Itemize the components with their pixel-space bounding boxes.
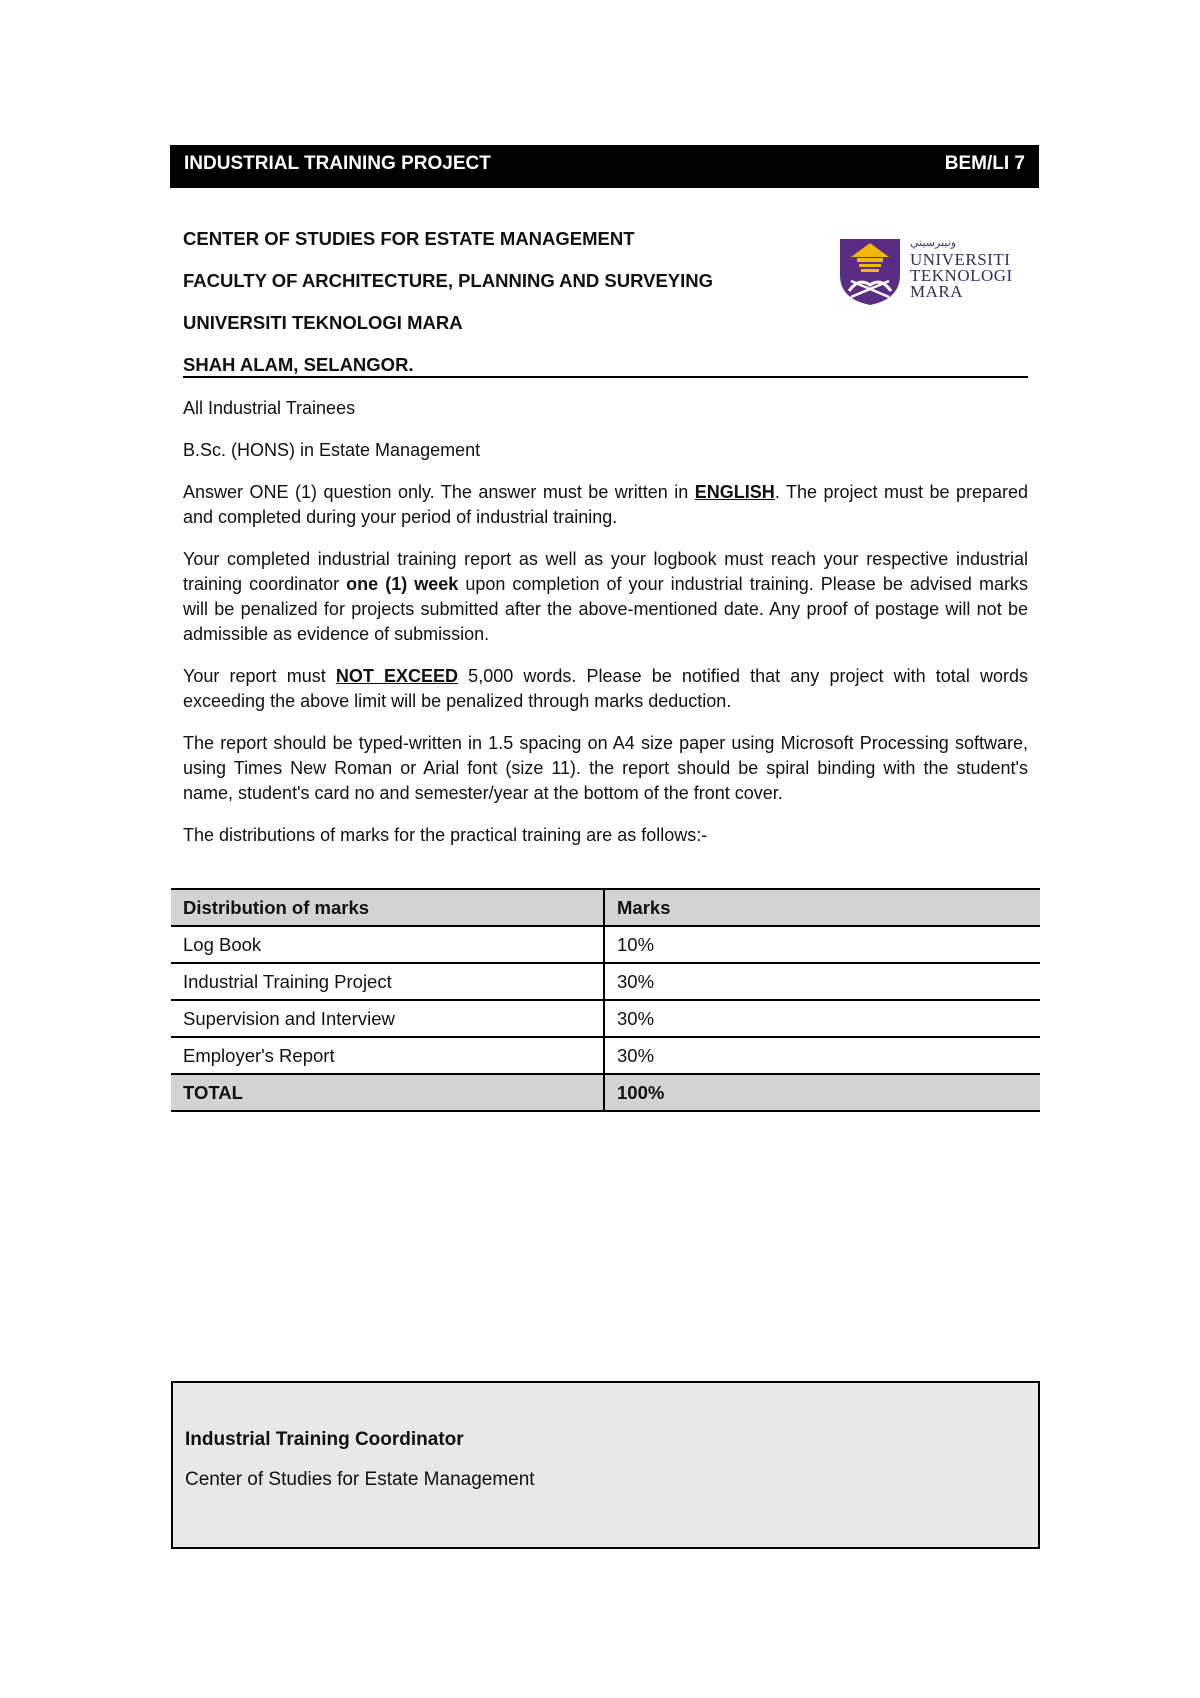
row-label: Log Book bbox=[171, 926, 604, 963]
header-bar bbox=[170, 145, 1039, 188]
paragraph-submission-b: upon completion of your industrial training. Please be advised marks will be penalized for projects submitted after the above-mentioned date. Any proof of postage will not be admissible as evidence of submission. bbox=[183, 574, 1028, 644]
coordinator-box bbox=[171, 1381, 1040, 1549]
institution-line-university: UNIVERSITI TEKNOLOGI MARA bbox=[183, 312, 463, 333]
jawi-script-mark: ﻭﻧﻴﺒﺮﺳﻴﺘﻲ bbox=[910, 237, 957, 249]
audience-line: All Industrial Trainees bbox=[183, 398, 356, 418]
institution-divider bbox=[183, 376, 1028, 378]
coordinator-department: Center of Studies for Estate Management bbox=[185, 1469, 535, 1490]
row-value: 30% bbox=[604, 1000, 1040, 1037]
paragraph-submission bbox=[183, 547, 1028, 647]
header-code: BEM/LI 7 bbox=[944, 152, 1025, 174]
emphasis-not-exceed: NOT EXCEED bbox=[335, 666, 459, 686]
row-label: Industrial Training Project bbox=[171, 963, 604, 1000]
row-value: 30% bbox=[604, 963, 1040, 1000]
total-value: 100% bbox=[604, 1074, 1040, 1111]
column-header-marks: Marks bbox=[604, 889, 1040, 926]
emphasis-one-week: one (1) week bbox=[346, 574, 459, 594]
institution-line-centre: CENTER OF STUDIES FOR ESTATE MANAGEMENT bbox=[183, 228, 635, 249]
wordmark-line-2: TEKNOLOGI bbox=[910, 266, 1013, 285]
column-header-distribution: Distribution of marks bbox=[171, 889, 604, 926]
paragraph-word-limit-a: Your report must bbox=[183, 666, 336, 686]
paragraph-format: The report should be typed-written in 1.5 spacing on A4 size paper using Microsoft Processing software, using Times New Roman or Arial font (size 11). the report should be spiral binding with the student's name, student's card no and semester/year at the bottom of the front cover. bbox=[183, 733, 1028, 803]
paragraph-language bbox=[183, 480, 1028, 530]
table-row bbox=[171, 926, 1040, 963]
row-value: 30% bbox=[604, 1037, 1040, 1074]
institution-line-faculty: FACULTY OF ARCHITECTURE, PLANNING AND SURVEYING bbox=[183, 270, 714, 291]
marks-distribution-table bbox=[171, 888, 1040, 1112]
row-value: 10% bbox=[604, 926, 1040, 963]
emphasis-english: ENGLISH bbox=[694, 482, 775, 502]
uitm-logo bbox=[837, 235, 1022, 310]
table-header-row bbox=[171, 889, 1040, 926]
total-label: TOTAL bbox=[171, 1074, 604, 1111]
paragraph-submission-a: Your completed industrial training report as well as your logbook must reach your respective industrial training coordinator bbox=[183, 549, 1028, 594]
paragraph-distribution-intro: The distributions of marks for the practical training are as follows:- bbox=[183, 825, 708, 845]
table-row bbox=[171, 963, 1040, 1000]
uitm-wordmark bbox=[910, 235, 1013, 300]
programme-line: B.Sc. (HONS) in Estate Management bbox=[183, 440, 481, 460]
row-label: Employer's Report bbox=[171, 1037, 604, 1074]
paragraph-language-a: Answer ONE (1) question only. The answer must be written in bbox=[183, 482, 695, 502]
wordmark-line-1: UNIVERSITI bbox=[910, 250, 1011, 269]
header-title: INDUSTRIAL TRAINING PROJECT bbox=[184, 152, 491, 174]
coordinator-title: Industrial Training Coordinator bbox=[185, 1429, 464, 1450]
wordmark-line-3: MARA bbox=[910, 282, 964, 301]
paragraph-word-limit-b: 5,000 words. Please be notified that any project with total words exceeding the above limit will be penalized through marks deduction. bbox=[183, 666, 1028, 711]
row-label: Supervision and Interview bbox=[171, 1000, 604, 1037]
paragraph-word-limit bbox=[183, 664, 1028, 714]
table-row bbox=[171, 1000, 1040, 1037]
table-total-row bbox=[171, 1074, 1040, 1111]
paragraph-language-b: . The project must be prepared and completed during your period of industrial training. bbox=[183, 482, 1028, 527]
table-row bbox=[171, 1037, 1040, 1074]
institution-line-location: SHAH ALAM, SELANGOR. bbox=[183, 354, 414, 375]
uitm-crest-icon bbox=[837, 235, 903, 307]
instructions-body bbox=[183, 396, 1028, 848]
